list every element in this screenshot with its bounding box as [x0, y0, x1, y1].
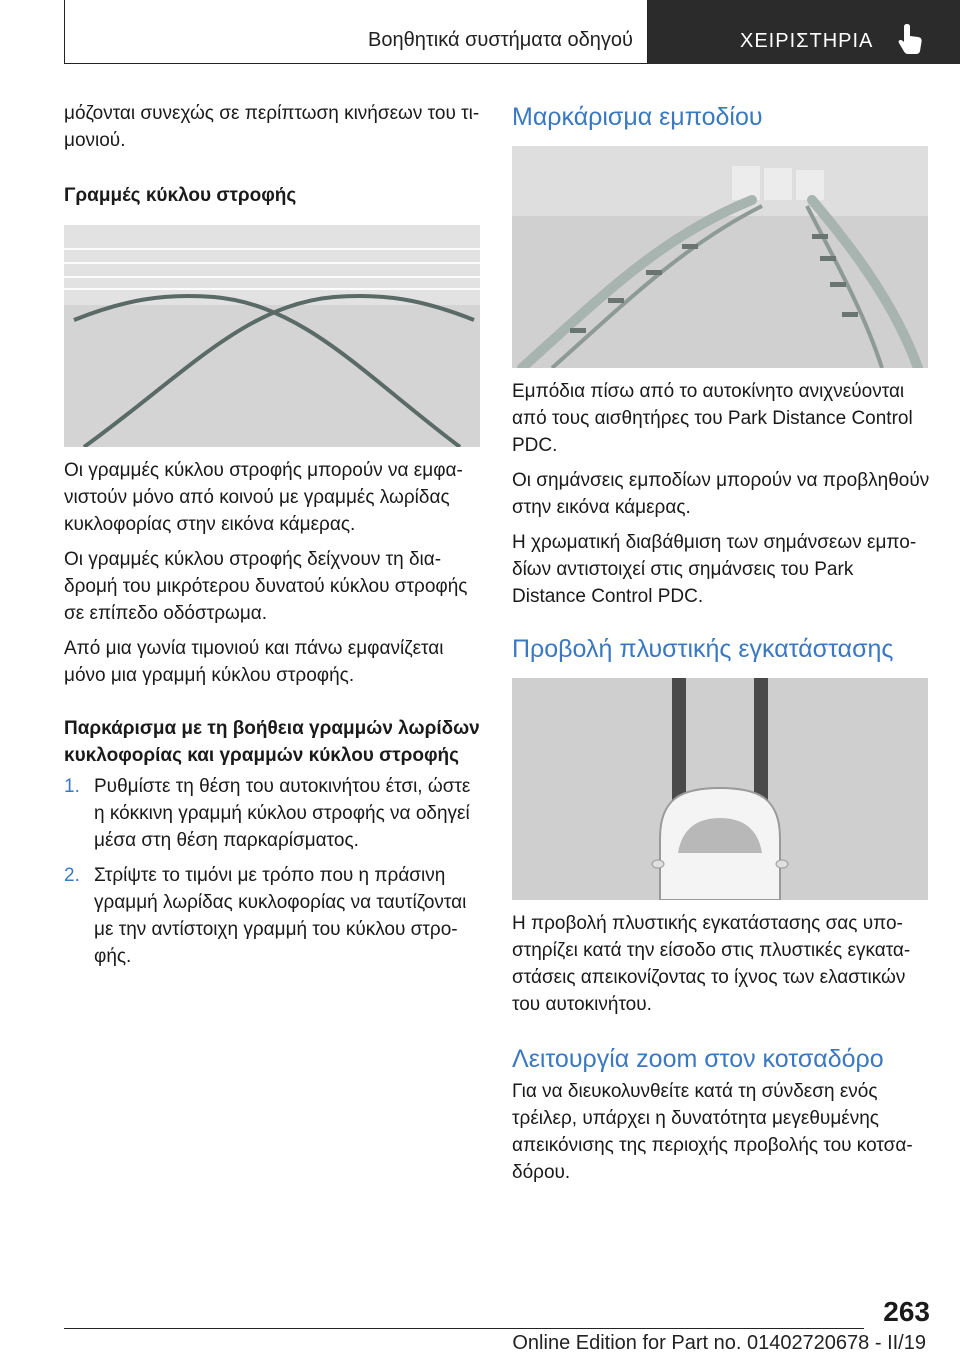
step-number: 1. [64, 776, 80, 797]
obstacle-para-3: Η χρωματική διαβάθμιση των σημάνσεων εμπο-δίων αντιστοιχεί στις σημάνσεις του Park Distance Control PDC. [512, 532, 917, 607]
obstacle-marking-illustration [512, 146, 928, 368]
obstacle-para-1: Εμπόδια πίσω από το αυτοκίνητο ανιχνεύονται από τους αισθητήρες του Park Distance Control PDC. [512, 381, 913, 456]
car-wash-illustration [512, 678, 928, 900]
obstacle-marking-figure [512, 146, 928, 368]
chapter-tab [648, 0, 960, 64]
list-item [64, 773, 484, 854]
chapter-title: ΧΕΙΡΙΣΤΗΡΙΑ [740, 30, 874, 52]
step-text: Ρυθμίστε τη θέση του αυτοκινήτου έτσι, ώστε η κόκκινη γραμμή κύκλου στροφής να οδηγεί μέσα στη θέση παρκαρίσματος. [94, 776, 471, 851]
heading-trailer-zoom: Λειτουργία zoom στον κοτσαδόρο [512, 1045, 884, 1073]
trailer-zoom-para: Για να διευκολυνθείτε κατά τη σύνδεση ενός τρέιλερ, υπάρχει η δυνατότητα μεγεθυμένης απεικόνισης της περιοχής προβολής του κοτσα-δόρου. [512, 1081, 913, 1183]
turning-lines-illustration [64, 225, 480, 447]
footer-divider [64, 1328, 864, 1329]
heading-parking-assist: Παρκάρισμα με τη βοήθεια γραμμών λωρίδων κυκλοφορίας και γραμμών κύκλου στροφής [64, 718, 480, 766]
turning-lines-para-3: Από μια γωνία τιμονιού και πάνω εμφανίζεται μόνο μια γραμμή κύκλου στροφής. [64, 638, 444, 686]
heading-obstacle-marking: Μαρκάρισμα εμποδίου [512, 103, 763, 131]
car-wash-para: Η προβολή πλυστικής εγκατάστασης σας υπο-στηρίζει κατά την είσοδο στις πλυστικές εγκατα-στάσεις απεικονίζοντας το ίχνος των ελαστικών του αυτοκινήτου. [512, 913, 911, 1015]
turning-lines-figure [64, 225, 480, 447]
parking-steps [64, 773, 484, 970]
step-number: 2. [64, 865, 80, 886]
heading-car-wash-view: Προβολή πλυστικής εγκατάστασης [512, 635, 894, 663]
heading-turning-lines: Γραμμές κύκλου στροφής [64, 185, 297, 206]
list-item [64, 862, 484, 970]
left-column [64, 100, 484, 970]
turning-lines-para-2: Οι γραμμές κύκλου στροφής δείχνουν τη δια-δρομή του μικρότερου δυνατού κύκλου στροφής σε επίπεδο οδόστρωμα. [64, 549, 468, 624]
step-text: Στρίψτε το τιμόνι με τρόπο που η πράσινη γραμμή λωρίδας κυκλοφορίας να ταυτίζονται με την αντίστοιχη γραμμή του κύκλου στρο-φής. [94, 865, 467, 967]
page-header [0, 0, 960, 66]
hand-pointer-icon [896, 22, 926, 56]
page-number: 263 [883, 1296, 930, 1327]
section-title: Βοηθητικά συστήματα οδηγού [64, 0, 648, 64]
right-column [512, 100, 932, 1186]
turning-lines-para-1: Οι γραμμές κύκλου στροφής μπορούν να εμφα-νιστούν μόνο από κοινού με γραμμές λωρίδας κυκλοφορίας στην εικόνα κάμερας. [64, 460, 463, 535]
edition-text: Online Edition for Part no. 01402720678 - II/19 [512, 1332, 926, 1354]
obstacle-para-2: Οι σημάνσεις εμποδίων μπορούν να προβληθούν στην εικόνα κάμερας. [512, 470, 930, 518]
car-wash-figure [512, 678, 928, 900]
intro-text: μόζονται συνεχώς σε περίπτωση κινήσεων του τι-μονιού. [64, 103, 480, 151]
